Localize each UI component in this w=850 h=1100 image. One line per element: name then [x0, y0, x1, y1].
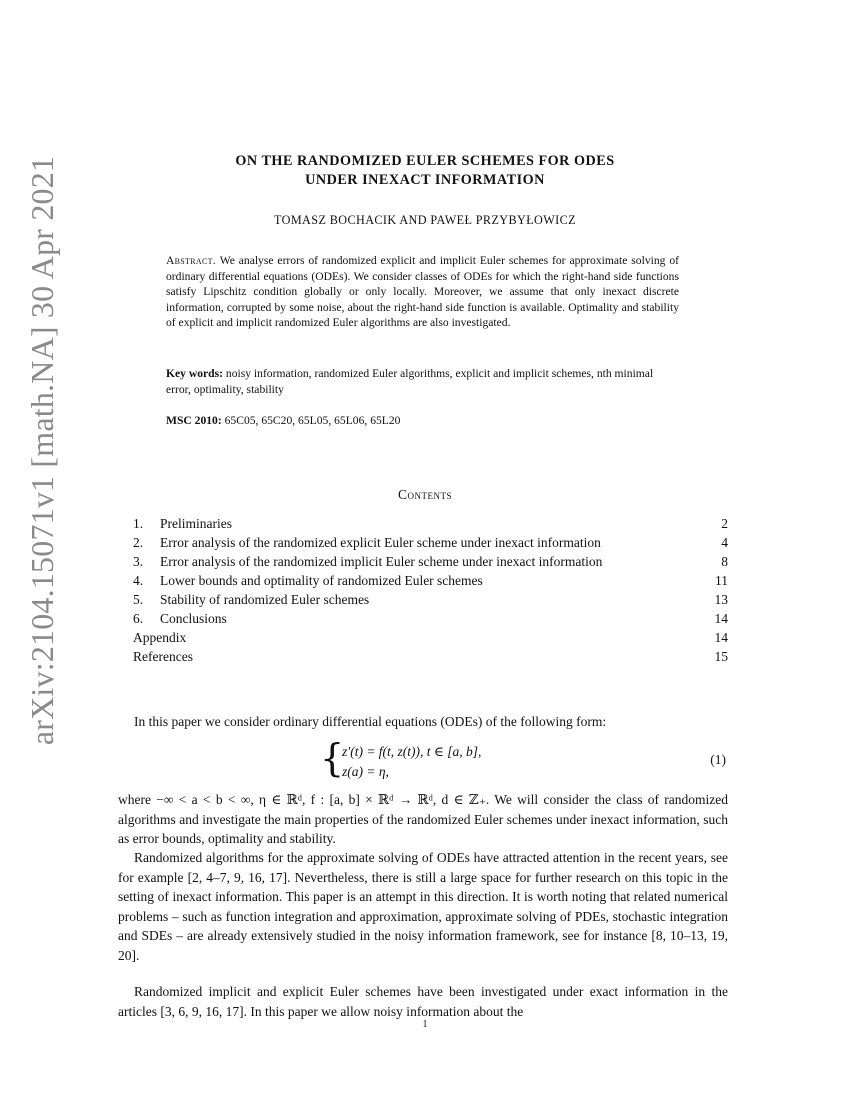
toc-entry-number: 5. — [133, 592, 144, 607]
paper-title — [170, 152, 680, 190]
page-number: 1 — [422, 1019, 428, 1030]
keywords — [166, 366, 679, 397]
toc-entry[interactable] — [133, 609, 728, 628]
equation-system — [342, 742, 481, 782]
toc-entry-page: 13 — [714, 592, 728, 607]
toc-entry-title: Preliminaries — [160, 516, 232, 531]
abstract — [166, 253, 679, 331]
paper-title-line-1: ON THE RANDOMIZED EULER SCHEMES FOR ODES — [235, 153, 615, 169]
toc-entry[interactable] — [133, 571, 728, 590]
paragraph-where: where −∞ < a < b < ∞, η ∈ ℝᵈ, f : [a, b] × ℝᵈ → ℝᵈ, d ∈ ℤ₊. We will consider the class of randomized algorithms and investigate the main properties of the randomized Euler schemes under inexact information, such as error bounds, optimality and stability. — [118, 792, 728, 846]
msc-text: 65C05, 65C20, 65L05, 65L06, 65L20 — [224, 414, 401, 427]
arxiv-identifier — [16, 155, 70, 745]
toc-entry[interactable] — [133, 628, 728, 647]
equation-1 — [118, 736, 728, 782]
toc-entry-title: Stability of randomized Euler schemes — [160, 592, 370, 607]
toc-entry-title: References — [133, 649, 193, 664]
toc-entry-number: 2. — [133, 535, 144, 550]
toc-entry-number: 6. — [133, 611, 144, 626]
table-of-contents — [133, 514, 728, 666]
toc-entry-title: Appendix — [133, 630, 187, 645]
abstract-text: We analyse errors of randomized explicit and implicit Euler schemes for approximate solving of ordinary differential equations (ODEs). We consider classes of ODEs for which the right-hand side functions satisfy Lipschitz condition globally or only locally. Moreover, we assume that only inexact discrete information, corrupted by some noise, about the right-hand side function is available. Optimality and stability of explicit and implicit randomized Euler algorithms are also investigated. — [166, 254, 679, 329]
contents-heading: Contents — [397, 487, 452, 502]
abstract-label: Abstract. — [166, 254, 216, 267]
paragraph-randomized-algorithms: Randomized algorithms for the approximate solving of ODEs have attracted attention in the recent years, see for example [2, 4–7, 9, 16, 17]. Nevertheless, there is still a large space for further research on this topic in the setting of inexact information. This paper is an attempt in this direction. It is worth noting that related numerical problems – such as function integration and approximation, approximate solving of PDEs, stochastic integration and SDEs – are already extensively studied in the noisy information framework, see for instance [8, 10–13, 19, 20]. — [118, 850, 728, 963]
equation-brace: { — [320, 736, 345, 780]
toc-entry-number: 1. — [133, 516, 144, 531]
toc-entry-page: 15 — [714, 649, 728, 664]
intro-sentence: In this paper we consider ordinary differential equations (ODEs) of the following form: — [134, 714, 607, 729]
toc-entry-page: 2 — [721, 516, 728, 531]
toc-entry-number: 4. — [133, 573, 144, 588]
msc-label: MSC 2010: — [166, 414, 222, 427]
toc-entry[interactable] — [133, 552, 728, 571]
toc-entry-title: Error analysis of the randomized implicit Euler scheme under inexact information — [160, 554, 603, 569]
paper-title-line-2: UNDER INEXACT INFORMATION — [305, 172, 545, 188]
equation-number: (1) — [710, 752, 726, 767]
toc-entry[interactable] — [133, 647, 728, 666]
equation-line-2: z(a) = η, — [342, 764, 389, 779]
msc-classification — [166, 413, 679, 429]
arxiv-identifier-text: arXiv:2104.15071v1 [math.NA] 30 Apr 2021 — [24, 155, 61, 745]
toc-entry-title: Conclusions — [160, 611, 227, 626]
toc-entry-number: 3. — [133, 554, 144, 569]
toc-entry-title: Error analysis of the randomized explicit Euler scheme under inexact information — [160, 535, 601, 550]
toc-entry-title: Lower bounds and optimality of randomized Euler schemes — [160, 573, 483, 588]
keywords-label: Key words: — [166, 367, 223, 380]
toc-entry-page: 8 — [721, 554, 728, 569]
toc-entry-page: 14 — [714, 630, 728, 645]
toc-entry-page: 14 — [714, 611, 728, 626]
toc-entry-page: 4 — [721, 535, 728, 550]
toc-entry-page: 11 — [715, 573, 728, 588]
toc-entry[interactable] — [133, 514, 728, 533]
paper-authors: TOMASZ BOCHACIK AND PAWEŁ PRZYBYŁOWICZ — [274, 213, 576, 227]
toc-entry[interactable] — [133, 533, 728, 552]
equation-line-1: z′(t) = f(t, z(t)), t ∈ [a, b], — [342, 744, 482, 759]
toc-entry[interactable] — [133, 590, 728, 609]
paragraph-implicit-explicit: Randomized implicit and explicit Euler schemes have been investigated under exact information in the articles [3, 6, 9, 16, 17]. In this paper we allow noisy information about the — [118, 984, 728, 1019]
keywords-text: noisy information, randomized Euler algorithms, explicit and implicit schemes, nth minimal error, optimality, stability — [166, 367, 654, 396]
